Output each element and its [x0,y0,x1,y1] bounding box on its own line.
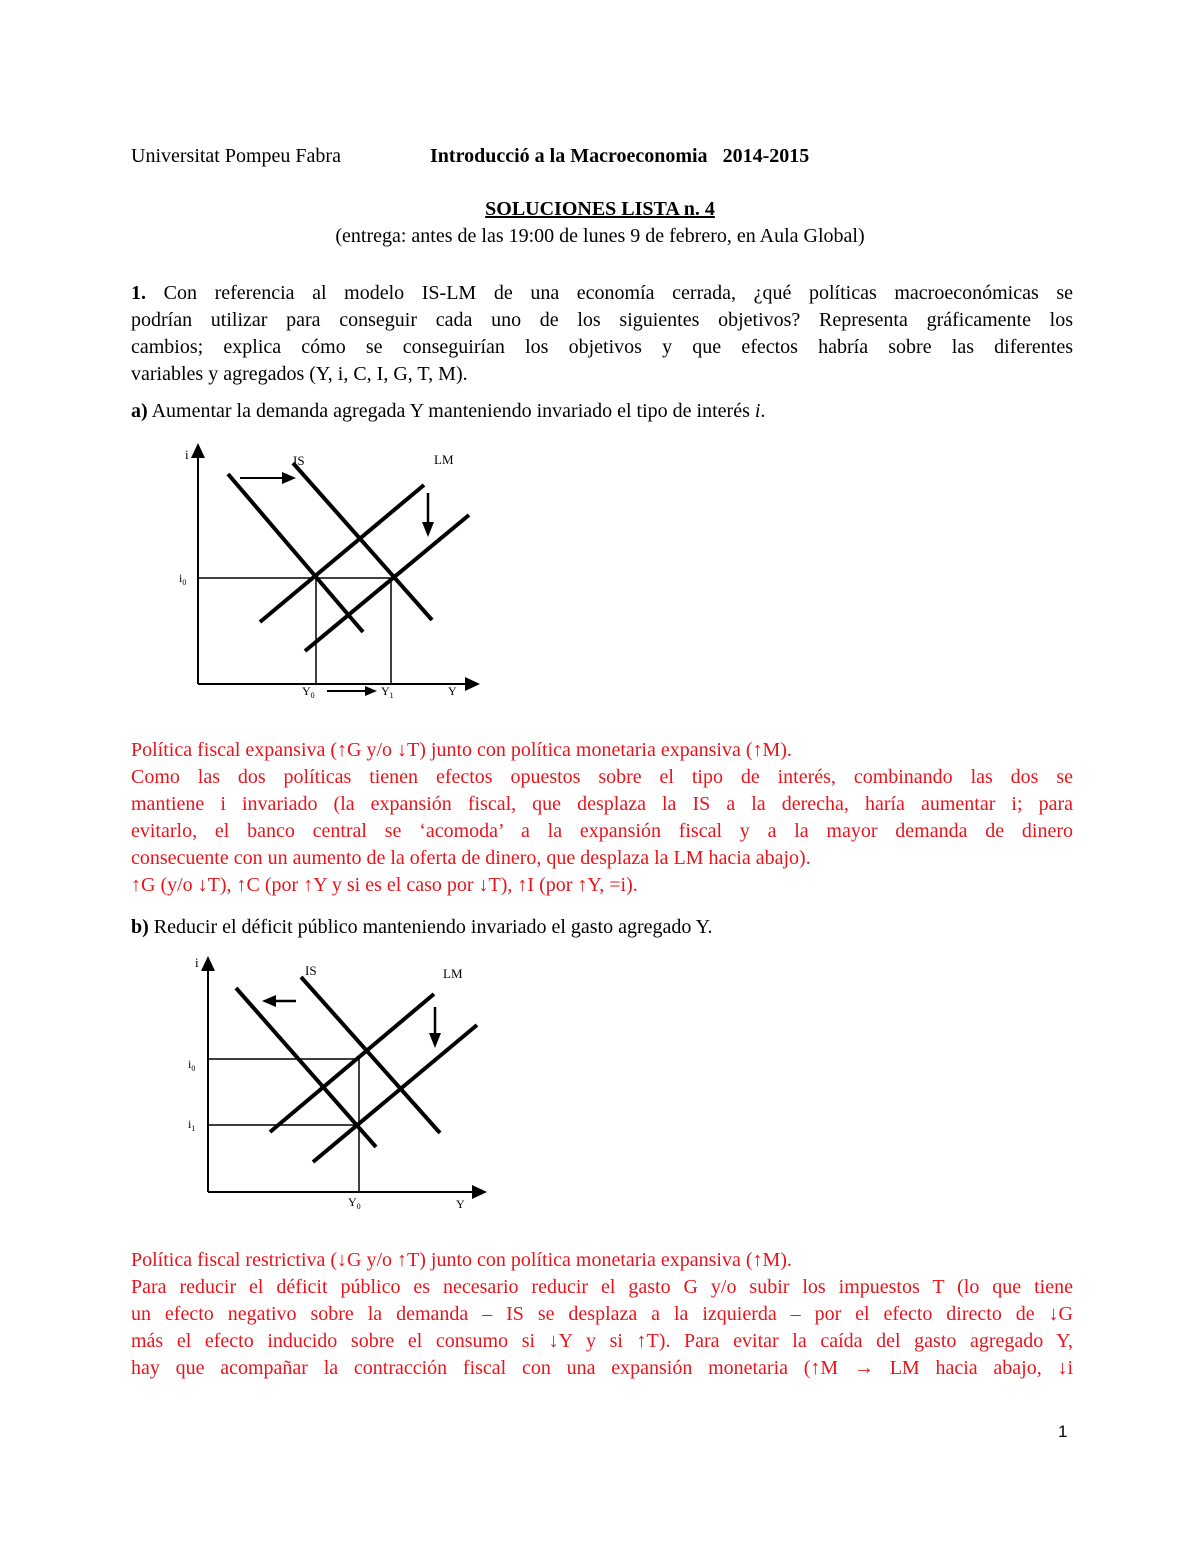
answer-line: un efecto negativo sobre la demanda – IS se desplaza a la izquierda – por el efecto directo de ↓G [131,1303,1073,1325]
lm-shift-arrow-head [422,522,434,537]
y-axis-label: Y [456,1197,465,1211]
lm-curve-shifted [305,515,469,651]
i0-label-sub: 0 [182,578,187,587]
course-year: 2014-2015 [722,145,810,167]
i0-label [179,571,186,587]
is-label: IS [305,963,317,978]
part-b-label: b) [131,916,149,938]
is-curve-shifted [293,463,432,620]
answer-line: más el efecto inducido sobre el consumo si ↓Y y si ↑T). Para evitar la caída del gasto agregado Y, [131,1330,1073,1352]
graph-a [170,440,490,710]
i1-label-main: i [188,1117,192,1131]
i-axis-label: i [185,447,189,462]
y0-label [302,684,315,700]
y-axis-arrow [191,443,205,458]
lm-curve-shifted [313,1025,477,1162]
answer-line: mantiene i invariado (la expansión fiscal, que desplaza la IS a la derecha, haría aumentar i; para [131,793,1073,815]
question-1-line [131,280,1073,307]
i0-label [188,1057,195,1073]
y1-label-main: Y [381,684,390,698]
graph-b [175,950,495,1220]
i1-label-sub: 1 [191,1124,196,1133]
is-curve-initial [301,977,440,1133]
part-a-heading [131,398,1073,425]
answer-line: Como las dos políticas tienen efectos opuestos sobre el tipo de interés, combinando las dos se [131,766,1073,788]
y-axis-label: Y [448,684,457,698]
is-label: IS [293,453,305,468]
part-a-end: . [760,400,766,422]
question-1-line: cambios; explica cómo se conseguirían los objetivos y que efectos habría sobre las diferentes [131,336,1073,358]
y1-label-sub: 1 [389,691,394,700]
y0-label-main: Y [348,1195,357,1209]
part-b-text: Reducir el déficit público manteniendo invariado el gasto agregado Y. [153,916,713,938]
is-curve-shifted [236,988,376,1147]
part-b-answer [131,1247,1073,1382]
y0-label-sub: 0 [310,691,315,700]
lm-label: LM [434,452,454,467]
y0-label-sub: 0 [356,1202,361,1211]
is-shift-arrow-head [282,472,296,484]
page-subtitle: (entrega: antes de las 19:00 de lunes 9 de febrero, en Aula Global) [335,225,865,247]
page-title: SOLUCIONES LISTA n. 4 [485,198,715,220]
answer-line: Política fiscal restrictiva (↓G y/o ↑T) junto con política monetaria expansiva (↑M). [131,1249,792,1271]
i0-label-main: i [179,571,183,585]
lm-shift-arrow-head [429,1033,441,1048]
answer-line: hay que acompañar la contracción fiscal con una expansión monetaria (↑M → LM hacia abajo, ↓i [131,1357,1073,1379]
y0-label [348,1195,361,1211]
y1-label [381,684,394,700]
y-shift-arrow-head [365,686,377,696]
lm-label: LM [443,966,463,981]
course-name: Introducció a la Macroeconomia [430,145,708,167]
answer-line: Política fiscal expansiva (↑G y/o ↓T) junto con política monetaria expansiva (↑M). [131,739,792,761]
part-a-label: a) [131,400,148,422]
y-axis-arrow [201,956,215,971]
question-1-line: podrían utilizar para conseguir cada uno de los siguientes objetivos? Representa gráficamente los [131,309,1073,331]
part-a-text: Aumentar la demanda agregada Y manteniendo invariado el tipo de interés [151,400,750,422]
i0-label-main: i [188,1057,192,1071]
question-1 [131,280,1073,388]
university-name: Universitat Pompeu Fabra [131,145,341,167]
lm-curve-initial [270,994,434,1132]
y0-label-main: Y [302,684,311,698]
question-1-line-text: Con referencia al modelo IS-LM de una economía cerrada, ¿qué políticas macroeconómicas se [163,282,1074,304]
answer-line: Para reducir el déficit público es necesario reducir el gasto G y/o subir los impuestos T (lo que tiene [131,1276,1073,1298]
page-number: 1 [1058,1422,1068,1441]
part-a-italic: i [754,400,761,422]
i0-label-sub: 0 [191,1064,196,1073]
lm-curve-initial [260,485,424,622]
i1-label [188,1117,195,1133]
course-title [430,145,809,168]
part-b-heading [131,914,1073,941]
answer-line: consecuente con un aumento de la oferta de dinero, que desplaza la LM hacia abajo). [131,847,811,869]
part-a-answer [131,737,1073,899]
answer-line: ↑G (y/o ↓T), ↑C (por ↑Y y si es el caso por ↓T), ↑I (por ↑Y, =i). [131,874,638,896]
question-1-line: variables y agregados (Y, i, C, I, G, T, M). [131,363,468,385]
answer-line: evitarlo, el banco central se ‘acomoda’ a la expansión fiscal y a la mayor demanda de dinero [131,820,1073,842]
is-shift-arrow-head [262,995,276,1007]
x-axis-arrow [472,1185,487,1199]
question-number: 1. [131,282,146,304]
i-axis-label: i [195,955,199,970]
x-axis-arrow [465,677,480,691]
